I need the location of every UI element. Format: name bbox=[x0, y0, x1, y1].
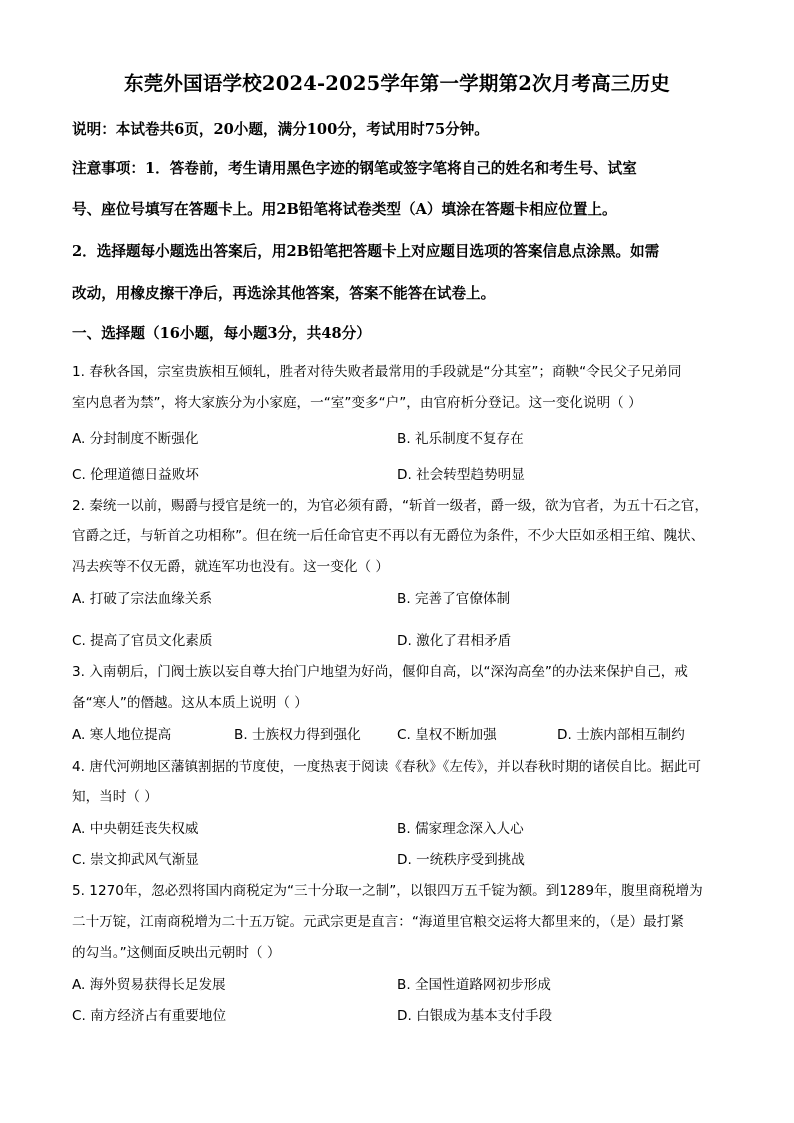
question-2-option-d: D. 激化了君相矛盾 bbox=[397, 633, 512, 649]
question-1-option-a: A. 分封制度不断强化 bbox=[72, 431, 199, 447]
section-heading: 一、选择题（16小题，每小题3分，共48分） bbox=[72, 325, 371, 342]
question-2-line-2: 官爵之迁，与斩首之功相称”。但在统一后任命官吏不再以有无爵位为条件，不少大臣如丞相王绾、隗状、 bbox=[72, 528, 705, 544]
question-4-option-a: A. 中央朝廷丧失权威 bbox=[72, 821, 199, 837]
question-5-line-1: 5. 1270年，忽必烈将国内商税定为“三十分取一之制”，以银四万五千锭为额。到1289年，腹里商税增为 bbox=[72, 883, 703, 899]
question-5-line-3: 的勾当。”这侧面反映出元朝时（ ） bbox=[72, 945, 281, 961]
question-5-option-a: A. 海外贸易获得长足发展 bbox=[72, 977, 226, 993]
question-4-option-d: D. 一统秩序受到挑战 bbox=[397, 852, 525, 868]
question-3-line-1: 3. 入南朝后，门阀士族以妄自尊大抬门户地望为好尚，偃仰自高，以“深沟高垒”的办法来保护自己，戒 bbox=[72, 664, 688, 680]
question-3-option-c: C. 皇权不断加强 bbox=[397, 727, 497, 743]
question-2-option-b: B. 完善了官僚体制 bbox=[397, 591, 511, 607]
page-title: 东莞外国语学校2024-2025学年第一学期第2次月考高三历史 bbox=[124, 72, 670, 95]
exam-description: 说明：本试卷共6页，20小题，满分100分，考试用时75分钟。 bbox=[72, 121, 489, 138]
question-5-line-2: 二十万锭，江南商税增为二十五万锭。元武宗更是直言：“海道里官粮交运将大都里来的，（是）最打紧 bbox=[72, 914, 684, 930]
question-3-option-b: B. 士族权力得到强化 bbox=[234, 727, 361, 743]
question-5-option-c: C. 南方经济占有重要地位 bbox=[72, 1008, 227, 1024]
question-3-line-2: 备“寒人”的僭越。这从本质上说明（ ） bbox=[72, 695, 308, 711]
notes-line-4: 改动，用橡皮擦干净后，再选涂其他答案，答案不能答在试卷上。 bbox=[72, 285, 496, 302]
question-4-line-1: 4. 唐代河朔地区藩镇割据的节度使，一度热衷于阅读《春秋》《左传》，并以春秋时期的诸侯自比。据此可 bbox=[72, 759, 701, 775]
question-3-option-d: D. 士族内部相互制约 bbox=[557, 727, 685, 743]
question-5-option-b: B. 全国性道路网初步形成 bbox=[397, 977, 551, 993]
question-1-line-2: 室内息者为禁”，将大家族分为小家庭，一“室”变多“户”，由官府析分登记。这一变化说明（ ） bbox=[72, 395, 642, 411]
question-4-line-2: 知，当时（ ） bbox=[72, 789, 158, 805]
notes-line-1: 注意事项：1．答卷前，考生请用黑色字迹的钢笔或签字笔将自己的姓名和考生号、试室 bbox=[72, 160, 637, 177]
question-5-option-d: D. 白银成为基本支付手段 bbox=[397, 1008, 553, 1024]
question-2-line-3: 冯去疾等不仅无爵，就连军功也没有。这一变化（ ） bbox=[72, 559, 389, 575]
question-1-line-1: 1. 春秋各国，宗室贵族相互倾轧，胜者对待失败者最常用的手段就是“分其室”；商鞅“令民父子兄弟同 bbox=[72, 364, 682, 380]
notes-line-3: 2．选择题每小题选出答案后，用2B铅笔把答题卡上对应题目选项的答案信息点涂黑。如需 bbox=[72, 243, 660, 260]
question-1-option-b: B. 礼乐制度不复存在 bbox=[397, 431, 524, 447]
question-4-option-c: C. 崇文抑武风气渐显 bbox=[72, 852, 199, 868]
question-1-option-c: C. 伦理道德日益败坏 bbox=[72, 467, 199, 483]
question-1-option-d: D. 社会转型趋势明显 bbox=[397, 467, 525, 483]
question-2-option-c: C. 提高了官员文化素质 bbox=[72, 633, 213, 649]
question-3-option-a: A. 寒人地位提高 bbox=[72, 727, 172, 743]
question-4-option-b: B. 儒家理念深入人心 bbox=[397, 821, 524, 837]
notes-line-2: 号、座位号填写在答题卡上。用2B铅笔将试卷类型（A）填涂在答题卡相应位置上。 bbox=[72, 201, 617, 218]
question-2-line-1: 2. 秦统一以前，赐爵与授官是统一的，为官必须有爵，“斩首一级者，爵一级，欲为官者，为五十石之官， bbox=[72, 498, 709, 514]
question-2-option-a: A. 打破了宗法血缘关系 bbox=[72, 591, 213, 607]
